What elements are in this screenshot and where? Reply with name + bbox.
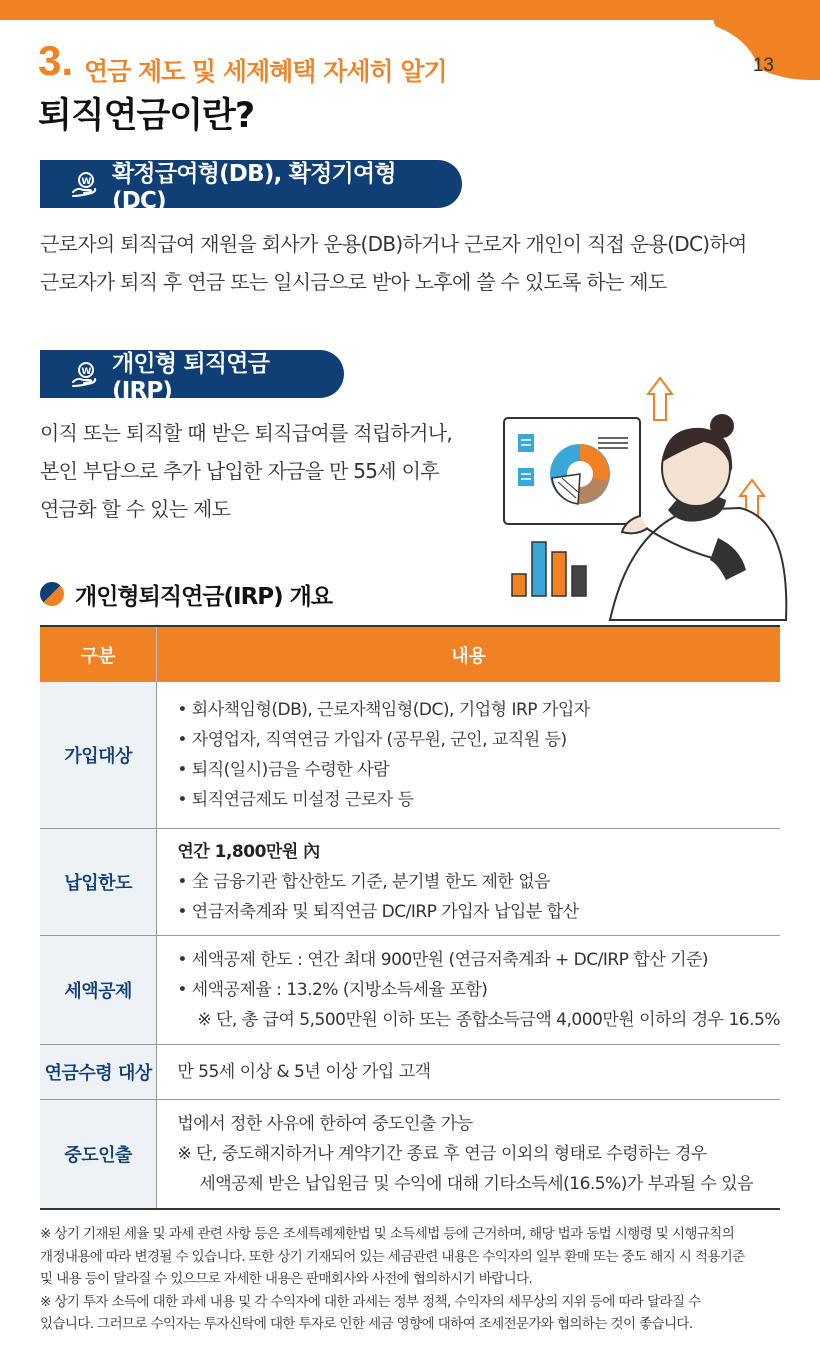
svg-text:W: W: [81, 367, 91, 377]
row-content: [157, 1044, 780, 1099]
page-number: 13: [752, 55, 774, 76]
row-line: • 자영업자, 직역연금 가입자 (공무원, 군인, 교직원 등): [177, 729, 567, 750]
hand-coin-icon: [70, 360, 98, 388]
disclaimer-notes: [40, 1223, 785, 1336]
note-line: 개정내용에 따라 변경될 수 있습니다. 또한 상기 기재되어 있는 세금관련 내용은 수익자의 일부 환매 또는 중도 해지 시 적용기준: [40, 1248, 745, 1265]
db-dc-line: 근로자가 퇴직 후 연금 또는 일시금으로 받아 노후에 쓸 수 있도록 하는 제도: [40, 270, 667, 294]
row-label: 연금수령 대상: [40, 1044, 157, 1099]
section-number: 3.: [38, 37, 74, 84]
note-line: 및 내용 등이 달라질 수 있으므로 자세한 내용은 판매회사와 사전에 협의하시기 바랍니다.: [40, 1271, 533, 1287]
irp-line: 이직 또는 퇴직할 때 받은 퇴직급여를 적립하거나,: [40, 421, 453, 445]
column-header-category: 구분: [40, 626, 157, 682]
row-content: [157, 682, 780, 828]
row-content: [157, 935, 780, 1044]
db-dc-heading-label: 확정급여형(DB), 확정기여형(DC): [112, 160, 396, 214]
row-line: • 세액공제 한도 : 연간 최대 900만원 (연금저축계좌 + DC/IRP 합산 기준): [177, 949, 709, 970]
page-title: 퇴직연금이란?: [38, 96, 255, 136]
row-content: [157, 1099, 780, 1209]
table-row: [40, 1099, 780, 1209]
table-row: [40, 935, 780, 1044]
half-circle-bullet-icon: [35, 577, 69, 611]
row-line: 만 55세 이상 & 5년 이상 가입 고객: [177, 1061, 431, 1082]
note-line: ※ 상기 기재된 세율 및 과세 관련 사항 등은 조세특례제한법 및 소득세법 등에 근거하며, 해당 법과 동법 시행령 및 시행규칙의: [40, 1226, 735, 1242]
db-dc-description: [40, 225, 790, 301]
row-line: • 全 금융기관 합산한도 기준, 분기별 한도 제한 없음: [177, 871, 551, 892]
row-line: • 퇴직(일시)금을 수령한 사람: [177, 759, 390, 780]
note-line: 있습니다. 그러므로 수익자는 투자신탁에 대한 투자로 인한 세금 영향에 대하여 조세전문가와 협의하는 것이 좋습니다.: [40, 1316, 693, 1332]
row-content: [157, 828, 780, 935]
column-header-content: 내용: [157, 626, 780, 682]
table-row: [40, 1044, 780, 1099]
irp-heading: [40, 350, 344, 404]
top-accent-band: [0, 0, 820, 20]
db-dc-line: 근로자의 퇴직급여 재원을 회사가 운용(DB)하거나 근로자 개인이 직접 운용(DC)하여: [40, 232, 747, 256]
svg-text:W: W: [81, 177, 91, 187]
irp-heading-label: 개인형 퇴직연금(IRP): [112, 350, 270, 404]
row-line: • 세액공제율 : 13.2% (지방소득세율 포함): [177, 979, 488, 1000]
row-label: 세액공제: [40, 935, 157, 1044]
row-label: 납입한도: [40, 828, 157, 935]
row-line: 연간 1,800만원 內: [177, 841, 320, 862]
table-row: [40, 828, 780, 935]
row-label: 가입대상: [40, 682, 157, 828]
db-dc-heading: [40, 160, 462, 214]
row-label: 중도인출: [40, 1099, 157, 1209]
irp-overview-table: [40, 625, 780, 1210]
overview-title: 개인형퇴직연금(IRP) 개요: [75, 584, 333, 610]
note-line: ※ 상기 투자 소득에 대한 과세 내용 및 각 수익자에 대한 과세는 정부 정책, 수익자의 세무상의 지위 등에 따라 달라질 수: [40, 1293, 701, 1310]
irp-description: [40, 414, 490, 528]
table-row: [40, 682, 780, 828]
row-line: 세액공제 받은 납입원금 및 수익에 대해 기타소득세(16.5%)가 부과될 수 있음: [199, 1173, 754, 1194]
row-line: • 회사책임형(DB), 근로자책임형(DC), 기업형 IRP 가입자: [177, 699, 590, 720]
row-line: ※ 단, 중도해지하거나 계약기간 종료 후 연금 이외의 형태로 수령하는 경우: [177, 1143, 707, 1164]
row-line: • 퇴직연금제도 미설정 근로자 등: [177, 789, 414, 810]
irp-line: 연금화 할 수 있는 제도: [40, 497, 231, 521]
row-line: ※ 단, 총 급여 5,500만원 이하 또는 종합소득금액 4,000만원 이하의 경우 16.5%: [197, 1009, 780, 1030]
table-header-row: [40, 626, 780, 682]
irp-line: 본인 부담으로 추가 납입한 자금을 만 55세 이후: [40, 459, 439, 483]
hand-coin-icon: [70, 170, 98, 198]
presenter-illustration: [490, 370, 790, 630]
section-title: 연금 제도 및 세제혜택 자세히 알기: [84, 57, 447, 86]
row-line: 법에서 정한 사유에 한하여 중도인출 가능: [177, 1113, 473, 1134]
row-line: • 연금저축계좌 및 퇴직연금 DC/IRP 가입자 납입분 합산: [177, 901, 579, 922]
